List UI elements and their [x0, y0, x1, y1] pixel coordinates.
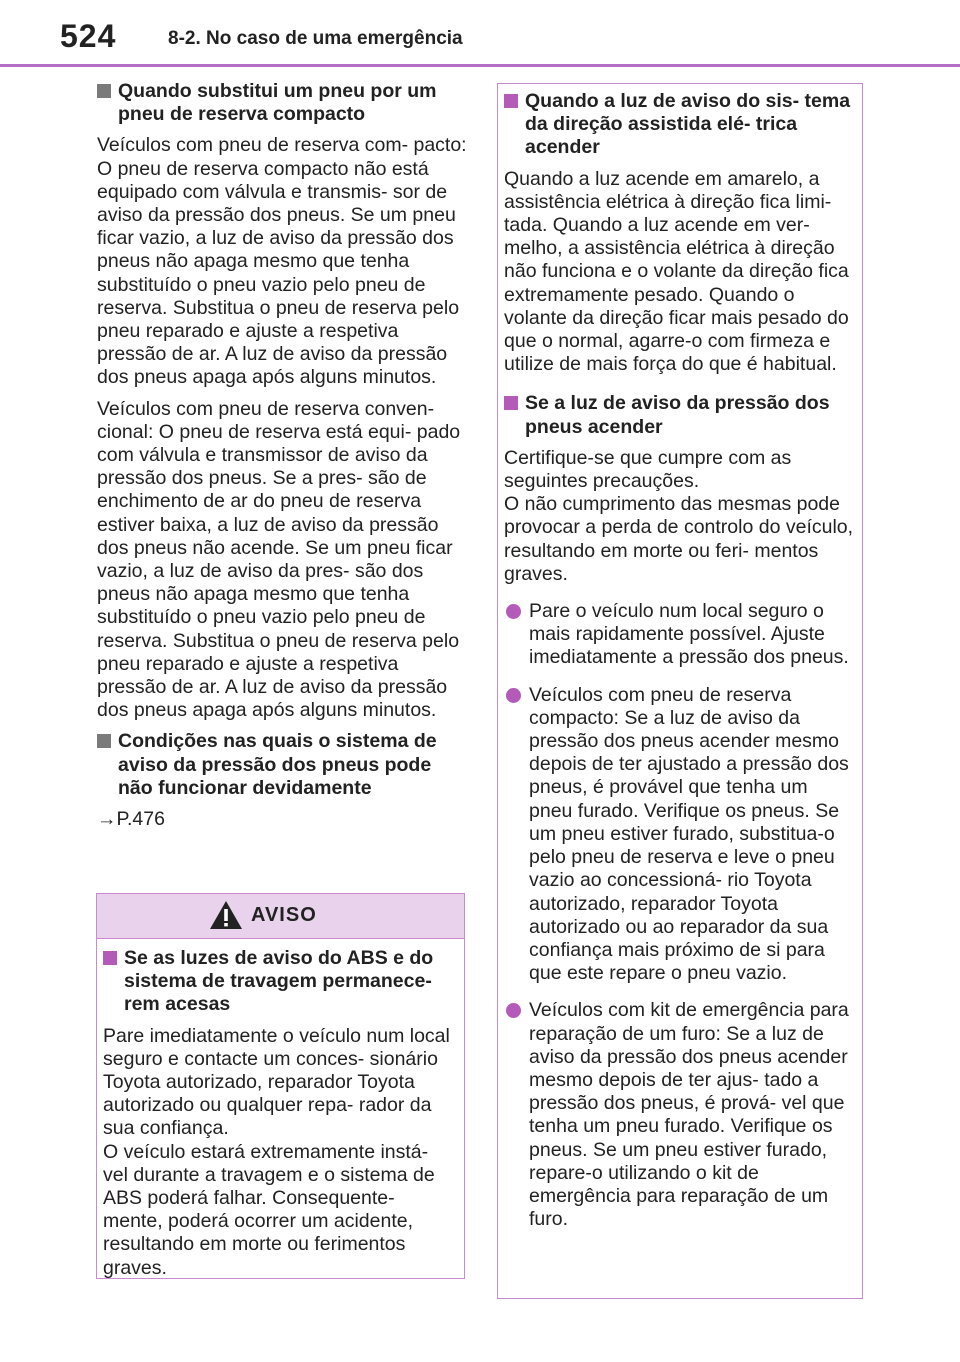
heading-text: Quando a luz de aviso do sis- tema da direção assistida elé- trica acender — [525, 90, 851, 159]
warning-title-bar — [97, 894, 464, 939]
section-title: 8-2. No caso de uma emergência — [168, 28, 463, 49]
warning-body — [97, 939, 464, 1280]
warning-title: AVISO — [251, 904, 317, 926]
paragraph-conventional-spare: Veículos com pneu de reserva conven- cional: O pneu de reserva está equi- pado com válvula e transmissor de aviso da pressão dos pneus. Se a pres- são de enchimento de ar do pneu de reserva estiver baixa, a luz de aviso da pressão dos pneus não acende. Se um pneu ficar vazio, a luz de aviso da pres- são dos pneus não apaga mesmo que tenha substituído o pneu vazio pelo pneu de reserva. Substitua o pneu de reserva pelo pneu reparado e ajuste a respetiva pressão de ar. A luz de aviso da pressão dos pneus apaga após alguns minutos. — [97, 397, 461, 722]
header-rule — [0, 64, 960, 67]
list-item — [504, 684, 856, 986]
paragraph-compact-spare: Veículos com pneu de reserva com- pacto: O pneu de reserva compacto não está equipado com válvula e transmis- sor de aviso da pressão dos pneus. Se um pneu ficar vazio, a luz de aviso da pressão dos pneus não apaga mesmo que tenha substituído o pneu vazio pelo pneu de reserva. Substitua o pneu de reserva pelo pneu reparado e ajuste a respetiva pressão de ar. A luz de aviso da pressão dos pneus apaga após alguns minutos. — [97, 134, 467, 389]
page-reference-link[interactable]: →P.476 — [97, 808, 165, 831]
square-bullet-icon — [103, 951, 117, 965]
warning-triangle-icon — [209, 900, 243, 930]
right-warning-box — [497, 83, 863, 1299]
paragraph-consequences: O não cumprimento das mesmas pode provocar a perda de controlo do veículo, resultando em morte ou feri- mentos graves. — [504, 493, 854, 585]
list-item — [504, 999, 856, 1231]
page-number: 524 — [60, 18, 117, 54]
warning-paragraph-1: Pare imediatamente o veículo num local seguro e contacte um conces- sionário Toyota autorizado, reparador Toyota autorizado ou qualquer repa- rador da sua confiança. — [103, 1024, 450, 1140]
square-bullet-icon — [504, 94, 518, 108]
warning-paragraph-2: O veículo estará extremamente instá- vel durante a travagem e o sistema de ABS poderá falhar. Consequente- mente, poderá ocorrer um acidente, resultando em morte ou ferimentos graves. — [103, 1140, 435, 1279]
heading-abs-lights — [103, 947, 458, 1017]
heading-text: Se as luzes de aviso do ABS e do sistema de travagem permanece- rem acesas — [124, 947, 434, 1016]
heading-text: Quando substitui um pneu por um pneu de reserva compacto — [118, 80, 437, 126]
heading-conditions — [97, 730, 469, 800]
square-bullet-icon — [504, 396, 518, 410]
list-item-text: Veículos com kit de emergência para reparação de um furo: Se a luz de aviso da pressão dos pneus acender mesmo depois de ter ajus- tado a pressão dos pneus, é prová- vel que tenha um pneu furado. Verifique os pneus. Se um pneu estiver furado, repare-o utilizando o kit de emergência para reparação de um furo. — [529, 999, 849, 1231]
circle-bullet-icon — [506, 604, 521, 619]
circle-bullet-icon — [506, 1003, 521, 1018]
page-header — [0, 0, 960, 70]
heading-tire-pressure — [504, 392, 856, 438]
square-bullet-icon — [97, 734, 111, 748]
list-item — [504, 600, 856, 670]
heading-power-steering — [504, 90, 856, 160]
left-column — [97, 80, 469, 831]
paragraph-precautions: Certifique-se que cumpre com as seguintes precauções. — [504, 446, 792, 493]
square-bullet-icon — [97, 84, 111, 98]
heading-compact-spare — [97, 80, 469, 126]
circle-bullet-icon — [506, 688, 521, 703]
heading-text: Condições nas quais o sistema de aviso da pressão dos pneus pode não funcionar devidamente — [118, 730, 437, 799]
warning-box — [96, 893, 465, 1279]
list-item-text: Veículos com pneu de reserva compacto: Se a luz de aviso da pressão dos pneus acender mesmo depois de ter ajustado a pressão dos pneus, é provável que tenha um pneu furado. Verifique os pneus. Se um pneu estiver furado, substitua-o pelo pneu de reserva e leve o pneu vazio ao concessioná- rio Toyota autorizado, reparador Toyota autorizado ou ao reparador da sua confiança mais próximo de si para que este repare o pneu vazio. — [529, 683, 849, 985]
list-item-text: Pare o veículo num local seguro o mais rapidamente possível. Ajuste imediatamente a pressão dos pneus. — [529, 600, 849, 669]
paragraph-power-steering: Quando a luz acende em amarelo, a assistência elétrica à direção fica limi- tada. Quando a luz acende em ver- melho, a assistência elétrica à direção não funciona e o volante da direção fica extremamente pesado. Quando o volante da direção ficar mais pesado do que o normal, agarre-o com firmeza e utilize de mais força do que é habitual. — [504, 167, 849, 376]
heading-text: Se a luz de aviso da pressão dos pneus acender — [525, 392, 830, 438]
